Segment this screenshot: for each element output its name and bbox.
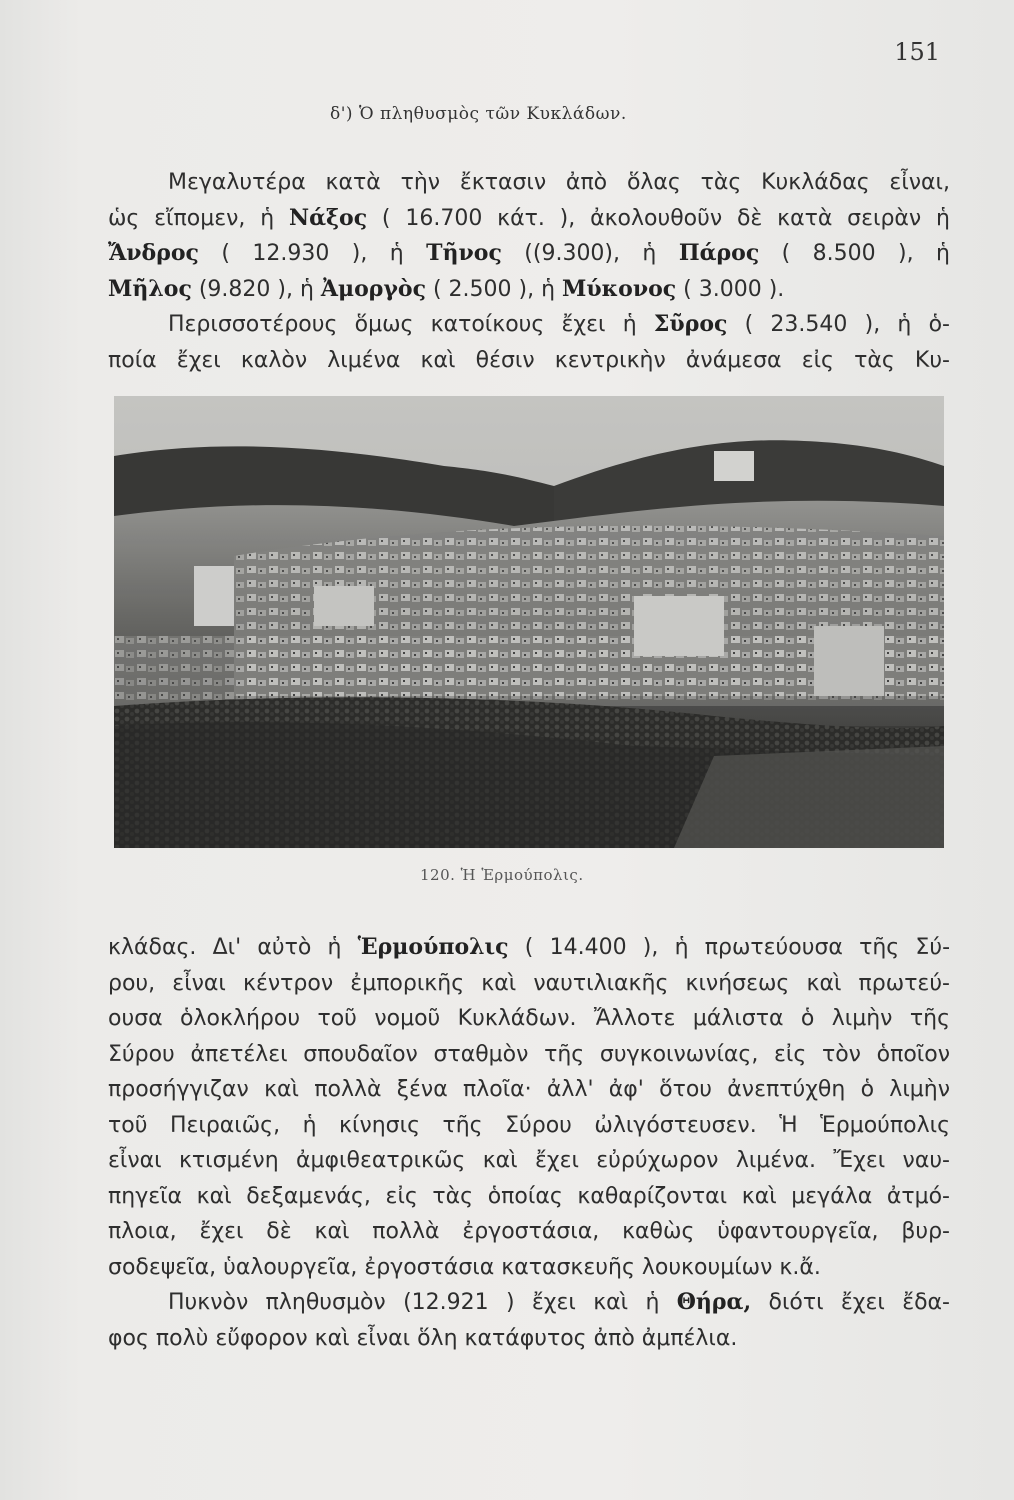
paragraph-2-line-2: ποία ἔχει καλὸν λιμένα καὶ θέσιν κεντρικὴν ἀνάμεσα εἰς τὰς Κυ-	[108, 347, 950, 373]
paragraph-3-line-10: σοδεψεῖα, ὑαλουργεῖα, ἐργοστάσια κατασκευῆς λουκουμίων κ.ἄ.	[108, 1254, 821, 1280]
paragraph-3-line-6: τοῦ Πειραιῶς, ἡ κίνησις τῆς Σύρου ὠλιγόστευσεν. Ἡ Ἑρμούπολις	[108, 1112, 950, 1138]
place-ermoupolis: Ἑρμούπολις	[357, 934, 509, 960]
photo-ermoupolis	[114, 396, 944, 848]
text-block-bottom	[108, 930, 950, 1356]
place-andros: Ἄνδρος	[108, 240, 199, 266]
section-title: δ') Ὁ πληθυσμὸς τῶν Κυκλάδων.	[330, 104, 627, 124]
paragraph-3-line-3: ουσα ὁλοκλήρου τοῦ νομοῦ Κυκλάδων. Ἄλλοτε μάλιστα ὁ λιμὴν τῆς	[108, 1006, 950, 1031]
place-tinos: Τῆνος	[426, 240, 502, 266]
place-syros: Σῦρος	[653, 311, 728, 337]
paragraph-3-line-5: προσήγγιζαν καὶ πολλὰ ξένα πλοῖα· ἀλλ' ἀφ' ὅτου ἀνεπτύχθη ὁ λιμὴν	[108, 1077, 950, 1102]
paragraph-3-line-9: πλοια, ἔχει δὲ καὶ πολλὰ ἐργοστάσια, καθὼς ὑφαντουργεῖα, βυρ-	[108, 1219, 950, 1244]
paragraph-3-line-2: ρου, εἶναι κέντρον ἐμπορικῆς καὶ ναυτιλιακῆς κινήσεως καὶ πρωτεύ-	[108, 970, 950, 996]
place-thira: Θήρα,	[676, 1289, 752, 1315]
place-naxos: Νάξος	[288, 204, 368, 231]
paragraph-3-line-4: Σύρου ἀπετέλει σπουδαῖον σταθμὸν τῆς συγκοινωνίας, εἰς τὸν ὁποῖον	[108, 1041, 950, 1067]
place-mykonos: Μύκονος	[562, 275, 677, 302]
paragraph-3-line-1: κλάδας. Δι' αὐτὸ ἡ Ἑρμούπολις ( 14.400 ), ἡ πρωτεύουσα τῆς Σύ-	[108, 934, 951, 960]
page-number: 151	[894, 38, 940, 66]
place-amorgos: Ἀμοργὸς	[320, 275, 426, 302]
place-paros: Πάρος	[678, 240, 760, 266]
paragraph-4-line-2: φος πολὺ εὔφορον καὶ εἶναι ὅλη κατάφυτος ἀπὸ ἀμπέλια.	[108, 1325, 738, 1351]
paragraph-1-line-4: Μῆλος (9.820 ), ἡ Ἀμοργὸς ( 2.500 ), ἡ Μύκονος ( 3.000 ).	[108, 275, 785, 302]
paragraph-3-line-7: εἶναι κτισμένη ἀμφιθεατρικῶς καὶ ἔχει εὐρύχωρον λιμένα. Ἔχει ναυ-	[108, 1148, 950, 1173]
paragraph-2-line-1: Περισσοτέρους ὅμως κατοίκους ἔχει ἡ Σῦρος ( 23.540 ), ἡ ὁ-	[168, 311, 951, 337]
paragraph-4-line-1: Πυκνὸν πληθυσμὸν (12.921 ) ἔχει καὶ ἡ Θήρα, διότι ἔχει ἔδα-	[168, 1289, 950, 1315]
figure-caption: 120. Ἡ Ἑρμούπολις.	[420, 866, 584, 884]
paragraph-3-line-8: πηγεῖα καὶ δεξαμενάς, εἰς τὰς ὁποίας καθαρίζονται καὶ μεγάλα ἀτμό-	[108, 1183, 950, 1209]
paragraph-1-line-1: Μεγαλυτέρα κατὰ τὴν ἔκτασιν ἀπὸ ὅλας τὰς Κυκλάδας εἶναι,	[168, 170, 950, 195]
paragraph-1-line-2: ὡς εἴπομεν, ἡ Νάξος ( 16.700 κάτ. ), ἀκολουθοῦν δὲ κατὰ σειρὰν ἡ	[108, 204, 950, 231]
photo-illustration	[114, 396, 944, 848]
place-milos: Μῆλος	[108, 275, 192, 302]
paragraph-1-line-3: Ἄνδρος ( 12.930 ), ἡ Τῆνος ((9.300), ἡ Πάρος ( 8.500 ), ἡ	[108, 240, 951, 266]
text-block-top	[108, 165, 950, 378]
